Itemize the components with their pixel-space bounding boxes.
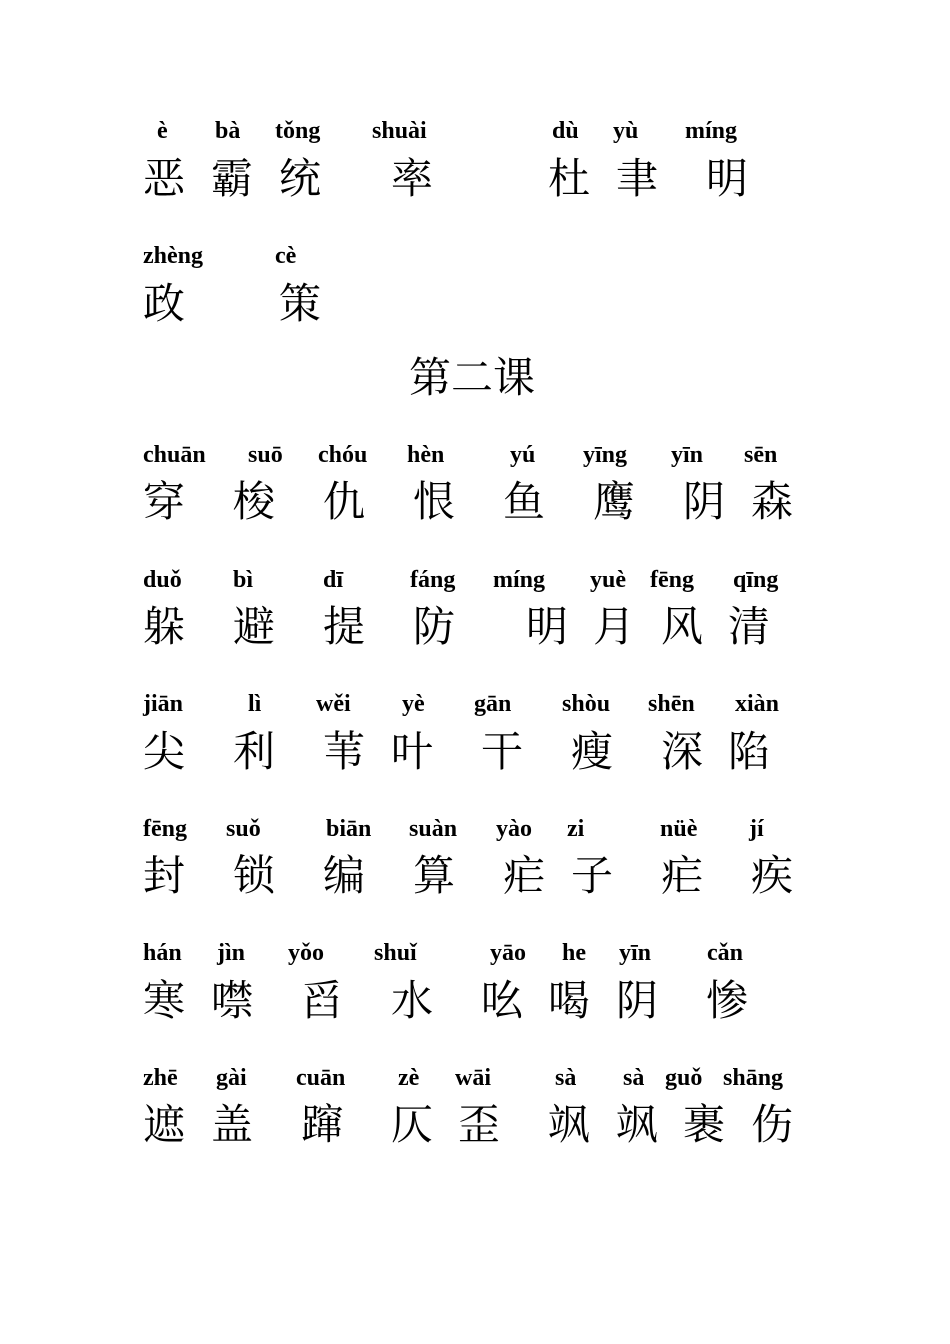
hanzi-yu: 鱼 [503,477,546,526]
hanzi-can: 惨 [706,976,749,1025]
hanzi-he: 喝 [548,976,591,1025]
pinyin-feng: fēng [143,816,187,842]
hanzi-gai: 盖 [211,1100,254,1149]
pinyin-shuai: shuài [372,118,427,144]
hanzi-zheng: 政 [143,279,186,328]
pinyin-ze: zè [398,1065,420,1091]
hanzi-yue: 月 [593,602,636,651]
hanzi-du: 杜 [548,154,591,203]
hanzi-bian: 编 [323,851,366,900]
pinyin-ye: yè [402,691,425,717]
pinyin-wai: wāi [455,1065,491,1091]
pinyin-tong: tǒng [275,118,321,144]
pinyin-yin: yīn [619,940,652,966]
pinyin-sa-2: sà [623,1065,645,1091]
pinyin-di: dī [323,567,344,593]
hanzi-bi: 避 [233,602,276,651]
hanzi-shou: 瘦 [571,727,614,776]
pinyin-shou: shòu [562,691,611,717]
pinyin-chuan: chuān [143,442,206,468]
hanzi-chou: 仇 [323,477,366,526]
hanzi-yu: 聿 [616,154,659,203]
pinyin-suo: suǒ [226,816,261,842]
hanzi-guo: 裹 [683,1100,726,1149]
pinyin-hen: hèn [407,442,445,468]
hanzi-suo: 梭 [233,477,276,526]
hanzi-zi: 子 [571,851,614,900]
hanzi-sen: 森 [751,477,794,526]
hanzi-ji: 疾 [751,851,794,900]
pinyin-guo: guǒ [665,1065,703,1091]
pinyin-sen: sēn [744,442,778,468]
pinyin-jian: jiān [143,691,184,717]
pinyin-yao: yào [496,816,532,842]
lesson-title: 第二课 [409,353,536,402]
hanzi-suan: 算 [413,851,456,900]
hanzi-feng: 封 [143,851,186,900]
hanzi-ying: 鹰 [593,477,636,526]
pinyin-sa-1: sà [555,1065,577,1091]
hanzi-yao-shout: 吆 [481,976,524,1025]
pinyin-chou: chóu [318,442,368,468]
pinyin-ce: cè [275,243,297,269]
hanzi-gan: 干 [481,727,524,776]
hanzi-yin: 阴 [683,477,726,526]
pinyin-bi: bì [233,567,254,593]
hanzi-suo: 锁 [233,851,276,900]
pinyin-gan: gān [474,691,512,717]
pinyin-bian: biān [326,816,372,842]
pinyin-yin: yīn [671,442,704,468]
hanzi-ce: 策 [279,279,322,328]
hanzi-ze: 仄 [391,1100,434,1149]
hanzi-feng: 风 [661,602,704,651]
hanzi-tong: 统 [279,154,322,203]
pinyin-duo: duǒ [143,567,182,593]
hanzi-sa-1: 飒 [548,1100,591,1149]
hanzi-chuan: 穿 [143,477,186,526]
hanzi-zhe: 遮 [143,1100,186,1149]
hanzi-wai: 歪 [458,1100,501,1149]
pinyin-ying: yīng [583,442,628,468]
pinyin-shen: shēn [648,691,695,717]
hanzi-cuan: 蹿 [301,1100,344,1149]
pinyin-xian: xiàn [735,691,780,717]
hanzi-di: 提 [323,602,366,651]
hanzi-jin: 噤 [211,976,254,1025]
hanzi-han: 寒 [143,976,186,1025]
hanzi-e: 恶 [143,154,186,203]
hanzi-qing: 清 [728,602,771,651]
hanzi-jian: 尖 [143,727,186,776]
hanzi-xian: 陷 [728,727,771,776]
hanzi-shen: 深 [661,727,704,776]
pinyin-he: he [562,940,586,966]
hanzi-wei: 苇 [323,727,366,776]
pinyin-ming: míng [685,118,738,144]
hanzi-yao-scoop: 舀 [301,976,344,1025]
hanzi-sa-2: 飒 [616,1100,659,1149]
hanzi-shui: 水 [391,976,434,1025]
hanzi-yin: 阴 [616,976,659,1025]
hanzi-ba: 霸 [211,154,254,203]
pinyin-du: dù [552,118,579,144]
pinyin-li: lì [248,691,262,717]
pinyin-gai: gài [216,1065,247,1091]
pinyin-ba: bà [215,118,241,144]
pinyin-zhe: zhē [143,1065,178,1091]
hanzi-shang: 伤 [751,1100,794,1149]
pinyin-ming: míng [493,567,546,593]
pinyin-shang: shāng [723,1065,784,1091]
pinyin-ji: jí [749,816,764,842]
hanzi-fang: 防 [413,602,456,651]
pinyin-jin: jìn [217,940,246,966]
hanzi-li: 利 [233,727,276,776]
pinyin-fang: fáng [410,567,456,593]
pinyin-zheng: zhèng [143,243,203,269]
hanzi-ming: 明 [526,602,569,651]
pinyin-suan: suàn [409,816,458,842]
pinyin-yu: yú [510,442,536,468]
pinyin-yue: yuè [590,567,626,593]
pinyin-yao-shout: yāo [490,940,526,966]
hanzi-ming: 明 [706,154,749,203]
pinyin-can: cǎn [707,940,743,966]
hanzi-ye: 叶 [391,727,434,776]
pinyin-yu: yù [613,118,639,144]
hanzi-yao: 疟 [503,851,546,900]
pinyin-cuan: cuān [296,1065,346,1091]
pinyin-yao-scoop: yǒo [288,940,324,966]
pinyin-shui: shuǐ [374,940,417,966]
pinyin-zi: zi [567,816,585,842]
hanzi-duo: 躲 [143,602,186,651]
pinyin-e: è [157,118,168,144]
hanzi-nue: 疟 [661,851,704,900]
hanzi-hen: 恨 [413,477,456,526]
pinyin-wei: wěi [316,691,351,717]
pinyin-han: hán [143,940,182,966]
pinyin-qing: qīng [733,567,779,593]
pinyin-suo: suō [248,442,283,468]
pinyin-nue: nüè [660,816,698,842]
hanzi-shuai: 率 [391,154,434,203]
pinyin-feng: fēng [650,567,694,593]
